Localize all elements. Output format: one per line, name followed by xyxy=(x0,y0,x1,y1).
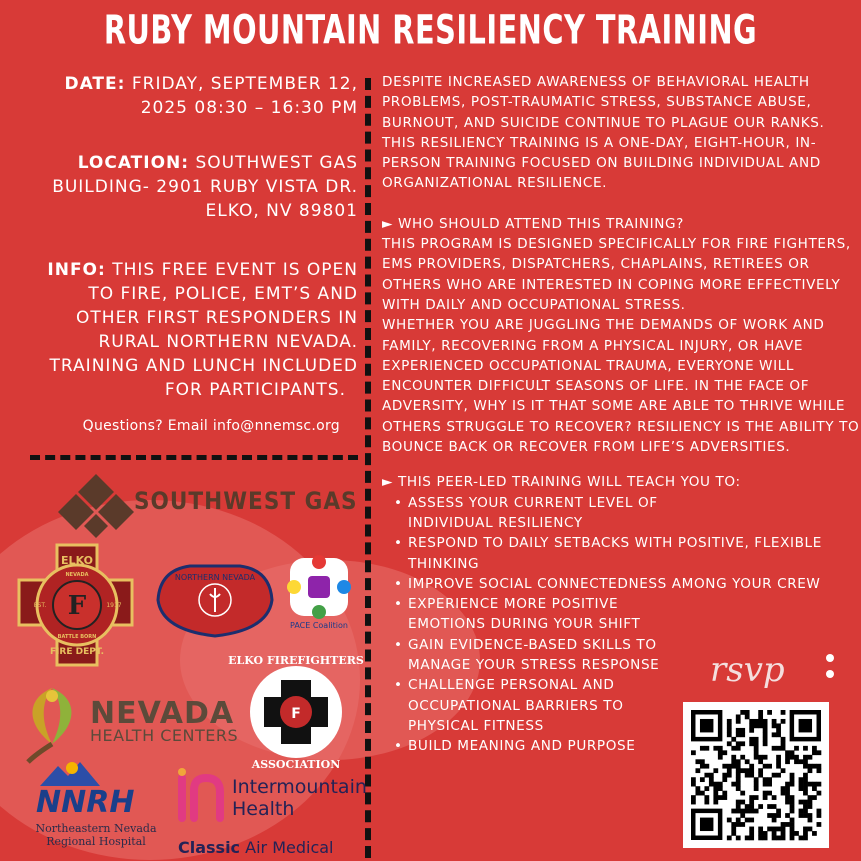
elko-fire-dept-badge-icon xyxy=(12,540,142,670)
info-block xyxy=(0,258,358,402)
nevada-health-centers-subtitle: HEALTH CENTERS xyxy=(90,726,239,745)
nnrh-subtitle: Northeastern Nevada Regional Hospital xyxy=(35,822,157,848)
classic-text: Classic xyxy=(178,838,241,857)
body-paragraph-4: WHETHER YOU ARE JUGGLING THE DEMANDS OF WORK AND FAMILY, RECOVERING FROM A PHYSICAL INJURY, OR HAVE EXPERIENCED OCCUPATIONAL TRAUMA, EVERYONE WILL ENCOUNTER DIFFICULT SEASONS OF LIFE. IN THE FACE OF ADVERSITY, WHY IS IT THAT SOME ARE ABLE TO THRIVE WHILE OTHERS STRUGGLE TO RECOVER? RESILIENCY IS THE ABILITY TO BOUNCE BACK OR RECOVER FROM LIFE’S ADVERSITIES. xyxy=(382,317,860,456)
rsvp-script: rsvp xyxy=(710,650,785,690)
rsvp-qr-code[interactable] xyxy=(683,702,829,848)
elko-firefighters-bottom-text: ASSOCIATION xyxy=(251,758,341,771)
info-line2: TO FIRE, POLICE, EMT’S AND xyxy=(88,284,358,304)
date-block xyxy=(0,72,358,120)
colon-dots-icon xyxy=(822,652,842,682)
svg-text:F: F xyxy=(291,706,301,722)
intermountain-text: Intermountain xyxy=(232,776,367,798)
list-item: • ASSESS YOUR CURRENT LEVEL OF INDIVIDUAL RESILIENCY xyxy=(408,493,738,534)
location-line2: BUILDING- 2901 RUBY VISTA DR. xyxy=(52,177,358,197)
info-line3: OTHER FIRST RESPONDERS IN xyxy=(76,308,358,328)
nnrh-mountain-icon xyxy=(40,758,110,788)
elko-firefighters-association-icon xyxy=(228,650,364,771)
northern-nevada-badge-icon xyxy=(150,560,280,640)
southwest-gas-wordmark: SOUTHWEST GAS xyxy=(134,487,358,515)
who-should-attend-heading: ► WHO SHOULD ATTEND THIS TRAINING? xyxy=(382,215,684,232)
page-title: RUBY MOUNTAIN RESILIENCY TRAINING xyxy=(103,6,758,54)
elko-fire-nevada-text: NEVADA xyxy=(65,572,89,578)
questions-email: Questions? Email info@nnemsc.org xyxy=(82,418,340,434)
nnrh-wordmark: NNRH xyxy=(36,785,135,820)
health-text: Health xyxy=(232,798,295,820)
info-line4: RURAL NORTHERN NEVADA. xyxy=(98,332,358,352)
elko-fire-est-text: EST. xyxy=(33,602,47,609)
info-label: INFO: xyxy=(47,260,106,280)
list-item: • GAIN EVIDENCE-BASED SKILLS TO MANAGE YOUR STRESS RESPONSE xyxy=(408,635,678,676)
body-paragraph-3: THIS PROGRAM IS DESIGNED SPECIFICALLY FOR FIRE FIGHTERS, EMS PROVIDERS, DISPATCHERS, CHAPLAINS, RETIREES OR OTHERS WHO ARE INTERESTED IN COPING MORE EFFECTIVELY WITH DAILY AND OCCUPATIONAL STRESS. xyxy=(382,236,851,313)
list-item: • EXPERIENCE MORE POSITIVE EMOTIONS DURING YOUR SHIFT xyxy=(408,594,678,635)
list-item: • CHALLENGE PERSONAL AND OCCUPATIONAL BARRIERS TO PHYSICAL FITNESS xyxy=(408,675,678,736)
info-line1: THIS FREE EVENT IS OPEN xyxy=(112,260,358,280)
info-line5: TRAINING AND LUNCH INCLUDED xyxy=(49,356,358,376)
southwest-gas-logo-icon xyxy=(56,472,136,542)
list-item: • BUILD MEANING AND PURPOSE xyxy=(408,736,698,756)
location-line1: SOUTHWEST GAS xyxy=(195,153,358,173)
pace-coalition-logo-icon xyxy=(284,552,354,632)
date-line1: FRIDAY, SEPTEMBER 12, xyxy=(131,74,358,94)
elko-fire-top-text: ELKO xyxy=(61,554,93,567)
location-label: LOCATION: xyxy=(77,153,190,173)
elko-fire-battle-text: BATTLE BORN xyxy=(57,634,97,640)
nevada-health-centers-icon xyxy=(16,684,88,764)
body-paragraph-1: DESPITE INCREASED AWARENESS OF BEHAVIORAL HEALTH PROBLEMS, POST-TRAUMATIC STRESS, SUBSTANCE ABUSE, BURNOUT, AND SUICIDE CONTINUE TO PLAGUE OUR RANKS. xyxy=(382,74,825,131)
svg-text:F: F xyxy=(67,591,87,621)
intermountain-health-wordmark xyxy=(232,776,367,820)
date-line2: 2025 08:30 – 16:30 PM xyxy=(140,98,358,118)
location-block xyxy=(0,151,358,223)
location-line3: ELKO, NV 89801 xyxy=(205,201,358,221)
vertical-divider xyxy=(365,78,371,858)
pace-coalition-text: PACE Coalition xyxy=(290,621,348,630)
horizontal-divider xyxy=(30,455,358,460)
list-item: • IMPROVE SOCIAL CONNECTEDNESS AMONG YOUR CREW xyxy=(408,574,828,594)
elko-fire-bottom-text: FIRE DEPT. xyxy=(49,647,105,657)
elko-fire-year-text: 1917 xyxy=(106,602,122,609)
date-label: DATE: xyxy=(64,74,126,94)
nevada-health-centers-wordmark: NEVADA xyxy=(90,696,235,731)
body-text xyxy=(382,72,860,757)
elko-firefighters-top-text: ELKO FIREFIGHTERS xyxy=(228,654,364,667)
air-medical-text: Air Medical xyxy=(245,838,334,857)
list-item: • RESPOND TO DAILY SETBACKS WITH POSITIVE, FLEXIBLE THINKING xyxy=(408,533,848,574)
qr-code-icon xyxy=(683,702,829,848)
body-paragraph-2: THIS RESILIENCY TRAINING IS A ONE-DAY, EIGHT-HOUR, IN-PERSON TRAINING FOCUSED ON BUILDING INDIVIDUAL AND ORGANIZATIONAL RESILIENCE. xyxy=(382,134,821,192)
info-line6: FOR PARTICIPANTS. xyxy=(164,380,346,400)
northern-nevada-text: NORTHERN NEVADA xyxy=(174,573,256,582)
intermountain-health-icon xyxy=(176,768,228,824)
classic-air-medical-wordmark xyxy=(178,838,334,857)
teach-you-heading: ► THIS PEER-LED TRAINING WILL TEACH YOU TO: xyxy=(382,474,741,491)
